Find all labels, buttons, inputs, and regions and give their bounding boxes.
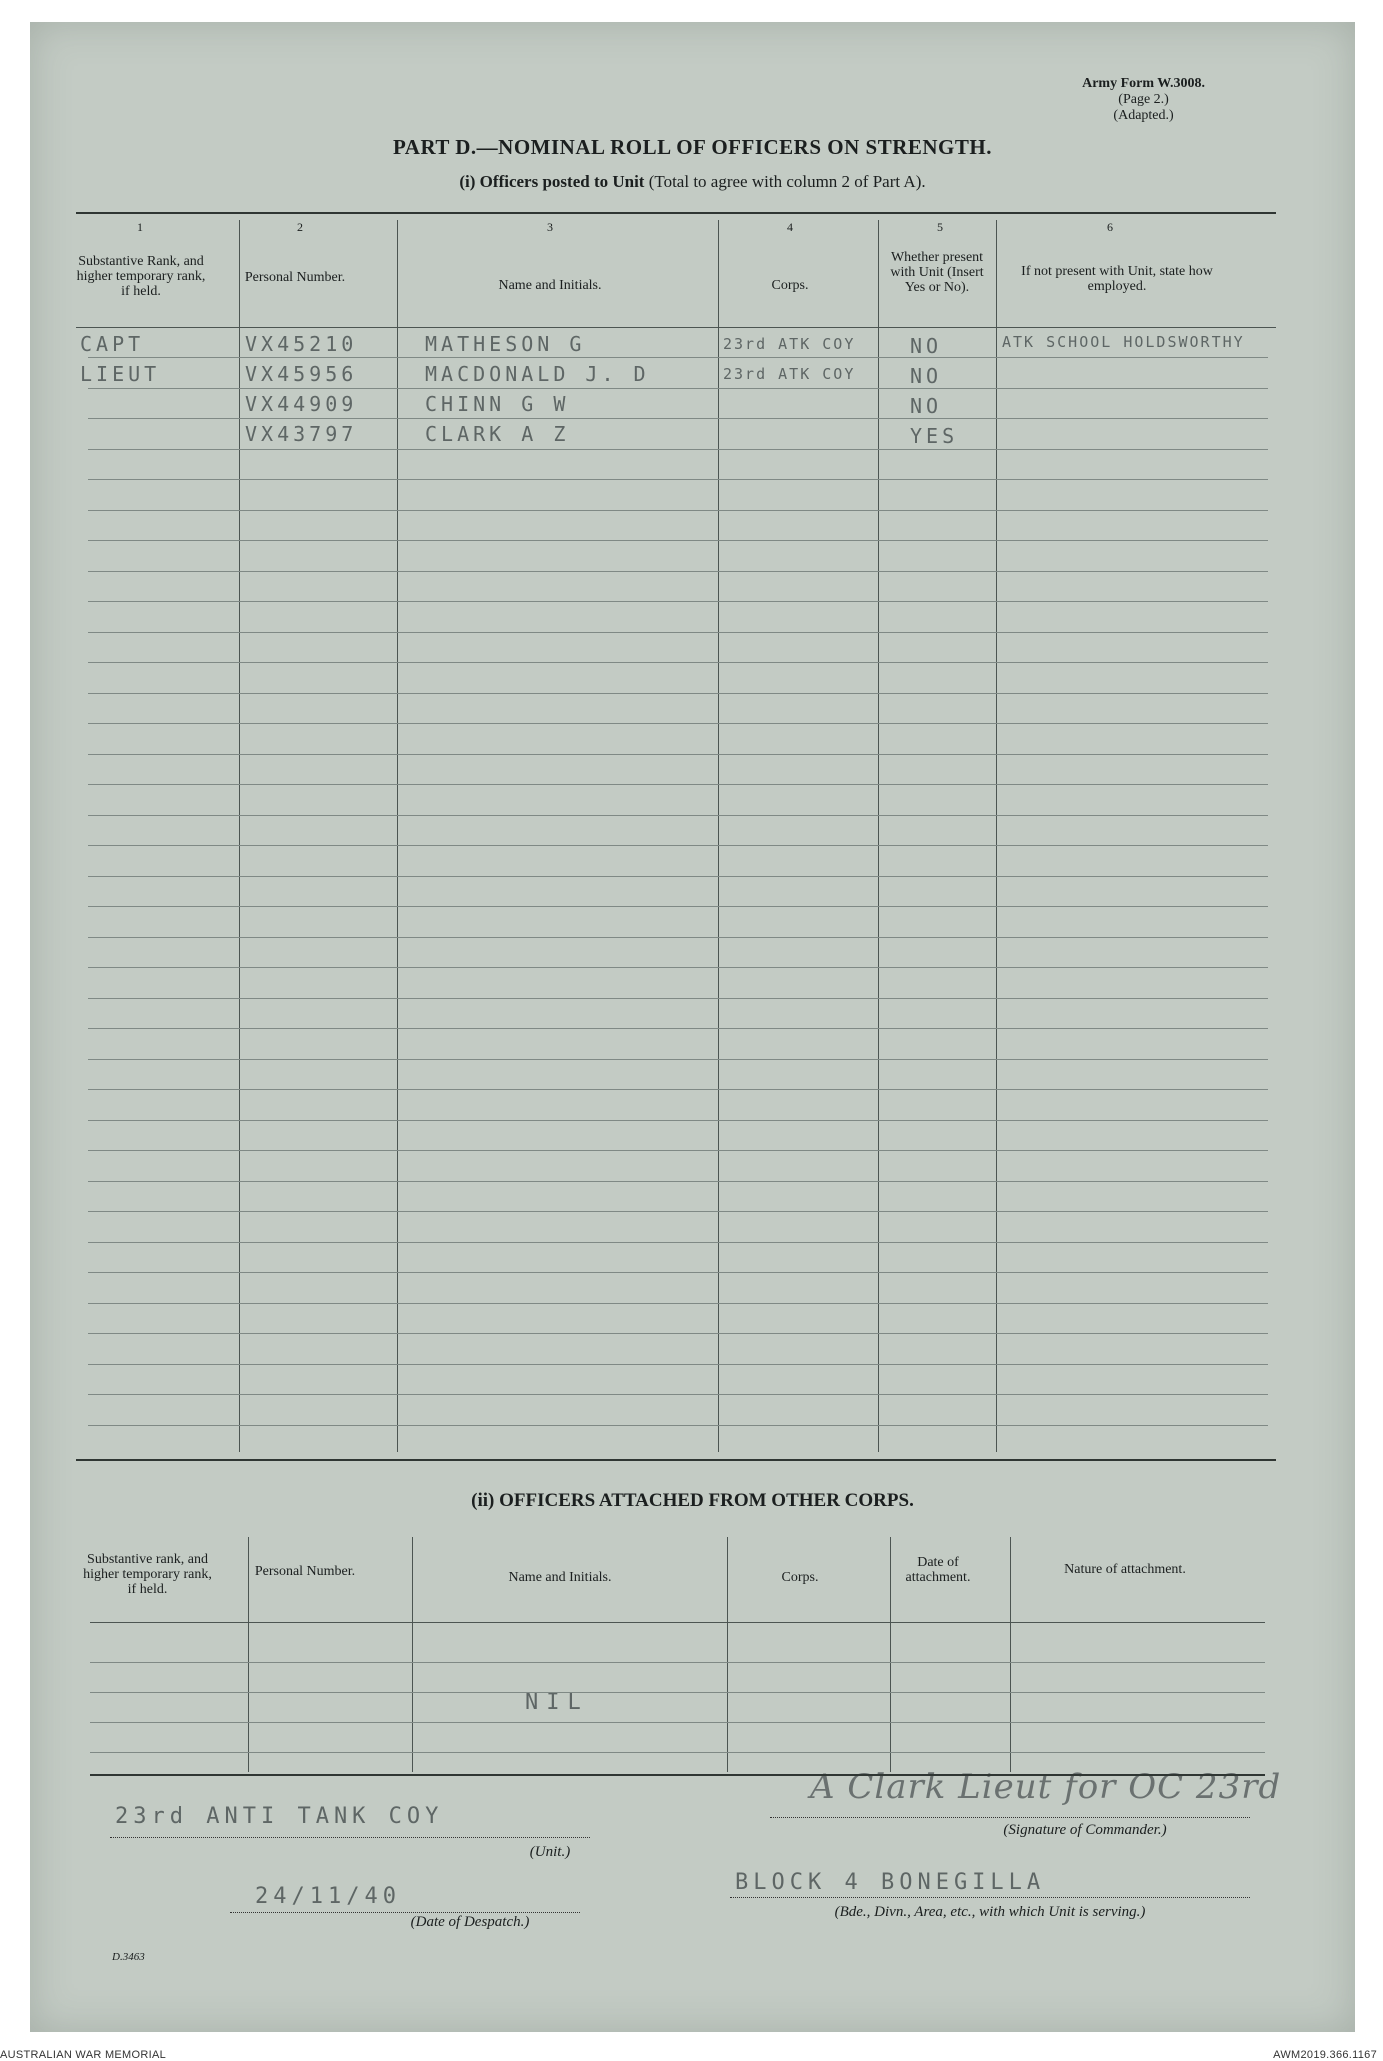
part-d-ruled-line xyxy=(88,845,1268,846)
col-num-1: 1 xyxy=(137,220,143,234)
part-ii-column-divider xyxy=(412,1537,413,1772)
commander-signature: A Clark Lieut for OC 23rd xyxy=(810,1767,1282,1807)
row1-employed: ATK SCHOOL HOLDSWORTHY xyxy=(1002,333,1245,351)
part-d-column-divider xyxy=(996,220,997,1452)
part-d-ruled-line xyxy=(88,1364,1268,1365)
unit-value: 23rd ANTI TANK COY xyxy=(115,1804,444,1829)
col-num-6: 6 xyxy=(1107,220,1113,234)
part-ii-column-divider xyxy=(1010,1537,1011,1772)
location-label: (Bde., Divn., Area, etc., with which Unit is serving.) xyxy=(834,1904,1146,1920)
date-label: (Date of Despatch.) xyxy=(410,1914,530,1930)
part-d-ruled-line xyxy=(88,540,1268,541)
unit-label: (Unit.) xyxy=(529,1844,571,1860)
part-d-ruled-line xyxy=(88,1150,1268,1151)
archive-id: AWM2019.366.1167 xyxy=(1273,2049,1377,2061)
part-d-column-divider xyxy=(718,220,719,1452)
part-d-ruled-line xyxy=(88,1059,1268,1060)
ii-nil-entry: NIL xyxy=(525,1690,589,1715)
part-ii-header-rule xyxy=(90,1622,1265,1623)
archive-strip xyxy=(0,2048,1383,2061)
form-sheet xyxy=(30,22,1355,2032)
row1-present: NO xyxy=(910,334,943,358)
table-top-rule xyxy=(76,212,1276,214)
part-d-column-divider xyxy=(397,220,398,1452)
part-d-title: PART D.—NOMINAL ROLL OF OFFICERS ON STRENGTH. xyxy=(393,135,992,159)
part-d-header-rule xyxy=(76,327,1276,328)
part-d-ruled-line xyxy=(88,723,1268,724)
ii-header-date: Date of attachment. xyxy=(905,1555,971,1585)
row1-rank: CAPT xyxy=(80,332,145,356)
part-d-ruled-line xyxy=(88,1028,1268,1029)
part-d-ruled-line xyxy=(88,1120,1268,1121)
unit-underline xyxy=(110,1837,590,1838)
part-d-ruled-line xyxy=(88,967,1268,968)
row1-corps: 23rd ATK COY xyxy=(723,335,856,353)
part-d-ruled-line xyxy=(88,1242,1268,1243)
part-d-ruled-line xyxy=(88,1089,1268,1090)
part-d-column-divider xyxy=(878,220,879,1452)
signature-underline xyxy=(770,1817,1250,1818)
row2-name: MACDONALD J. D xyxy=(425,362,650,386)
part-ii-column-divider xyxy=(248,1537,249,1772)
ii-header-name: Name and Initials. xyxy=(508,1570,612,1585)
col-header-present: Whether present with Unit (Insert Yes or No). xyxy=(890,250,984,295)
row2-present: NO xyxy=(910,364,943,388)
date-value: 24/11/40 xyxy=(255,1884,401,1909)
location-value: BLOCK 4 BONEGILLA xyxy=(735,1870,1046,1895)
form-adapted: (Adapted.) xyxy=(1113,108,1174,123)
row1-number: VX45210 xyxy=(245,332,358,356)
part-ii-ruled-line xyxy=(90,1722,1265,1723)
part-d-ruled-line xyxy=(88,1333,1268,1334)
part-d-ruled-line xyxy=(88,1211,1268,1212)
part-d-subtitle xyxy=(30,172,1355,192)
part-d-ruled-line xyxy=(88,1303,1268,1304)
part-d-ruled-line xyxy=(88,418,1268,419)
part-ii-ruled-line xyxy=(90,1692,1265,1693)
part-ii-column-divider xyxy=(727,1537,728,1772)
part-d-ruled-line xyxy=(88,1272,1268,1273)
col-num-2: 2 xyxy=(297,220,303,234)
part-d-ruled-line xyxy=(88,388,1268,389)
row2-rank: LIEUT xyxy=(80,362,161,386)
date-underline xyxy=(230,1912,580,1913)
part-d-ruled-line xyxy=(88,1181,1268,1182)
ii-header-nature: Nature of attachment. xyxy=(1064,1562,1186,1577)
col-header-number: Personal Number. xyxy=(244,270,346,285)
form-page: (Page 2.) xyxy=(1118,92,1169,107)
col-num-4: 4 xyxy=(787,220,793,234)
part-d-ruled-line xyxy=(88,601,1268,602)
part-d-ruled-line xyxy=(88,662,1268,663)
part-d-ruled-line xyxy=(88,479,1268,480)
part-d-ruled-line xyxy=(88,876,1268,877)
part-d-ruled-line xyxy=(88,449,1268,450)
row2-corps: 23rd ATK COY xyxy=(723,365,856,383)
row2-number: VX45956 xyxy=(245,362,358,386)
part-d-ruled-line xyxy=(88,693,1268,694)
part-d-ruled-line xyxy=(88,784,1268,785)
form-reference xyxy=(1082,76,1205,124)
signature-label: (Signature of Commander.) xyxy=(1003,1822,1167,1838)
table-bottom-rule xyxy=(76,1459,1276,1461)
part-ii-ruled-line xyxy=(90,1752,1265,1753)
part-d-ruled-line xyxy=(88,815,1268,816)
row3-present: NO xyxy=(910,394,943,418)
row4-name: CLARK A Z xyxy=(425,422,570,446)
row4-present: YES xyxy=(910,424,959,448)
ii-header-corps: Corps. xyxy=(781,1570,819,1585)
row1-name: MATHESON G xyxy=(425,332,586,356)
part-d-ruled-line xyxy=(88,571,1268,572)
form-code: D.3463 xyxy=(112,1951,145,1963)
part-d-ruled-line xyxy=(88,632,1268,633)
row4-number: VX43797 xyxy=(245,422,358,446)
part-ii-column-divider xyxy=(890,1537,891,1772)
col-num-5: 5 xyxy=(937,220,943,234)
ii-header-number: Personal Number. xyxy=(254,1564,356,1579)
form-name: Army Form W.3008. xyxy=(1082,76,1205,91)
col-header-corps: Corps. xyxy=(771,278,809,293)
ii-header-rank: Substantive rank, and higher temporary rank, if held. xyxy=(83,1552,212,1597)
part-d-ruled-line xyxy=(88,906,1268,907)
part-ii-ruled-line xyxy=(90,1662,1265,1663)
part-d-ruled-line xyxy=(88,937,1268,938)
part-ii-bottom-rule xyxy=(90,1774,1265,1776)
archive-name: AUSTRALIAN WAR MEMORIAL xyxy=(0,2049,167,2061)
part-d-ruled-line xyxy=(88,1394,1268,1395)
part-d-ruled-line xyxy=(88,998,1268,999)
part-d-subtitle-rest: (Total to agree with column 2 of Part A). xyxy=(648,172,926,191)
part-ii-title: (ii) OFFICERS ATTACHED FROM OTHER CORPS. xyxy=(471,1490,914,1511)
part-d-ruled-line xyxy=(88,754,1268,755)
col-header-employed: If not present with Unit, state how employed. xyxy=(1021,264,1213,294)
location-underline xyxy=(730,1897,1250,1898)
part-d-ruled-line xyxy=(88,357,1268,358)
part-d-ruled-line xyxy=(88,510,1268,511)
row3-name: CHINN G W xyxy=(425,392,570,416)
col-num-3: 3 xyxy=(547,220,553,234)
part-d-ruled-line xyxy=(88,1425,1268,1426)
col-header-name: Name and Initials. xyxy=(498,278,602,293)
part-d-column-divider xyxy=(239,220,240,1452)
row3-number: VX44909 xyxy=(245,392,358,416)
col-header-rank: Substantive Rank, and higher temporary rank, if held. xyxy=(76,254,206,299)
part-d-subtitle-bold: (i) Officers posted to Unit xyxy=(459,172,645,191)
